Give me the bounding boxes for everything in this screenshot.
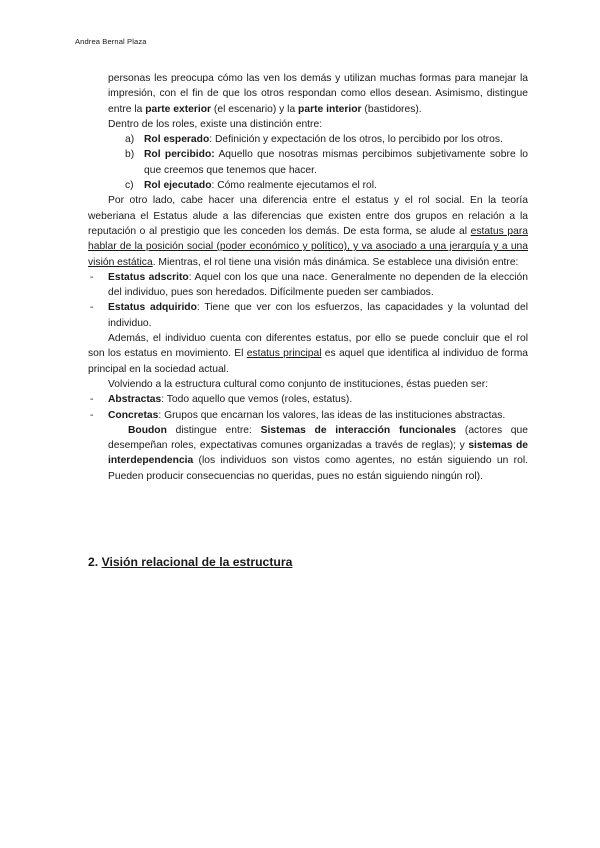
list-marker: -	[90, 271, 94, 283]
list-marker: -	[90, 409, 94, 421]
paragraph-goffman: personas les preocupa cómo las ven los demás y utilizan muchas formas para manejar la impresión, con el fin de que los otros respondan como ellos desean. Asimismo, distingue entre la parte exterior (el escenario) y la parte interior (bastidores).	[108, 73, 528, 115]
list-marker: -	[90, 302, 94, 314]
list-item-estatus-adquirido: - Estatus adquirido: Tiene que ver con los esfuerzos, las capacidades y la voluntad del individuo.	[90, 302, 528, 329]
document-body	[88, 71, 528, 484]
list-marker: -	[90, 394, 94, 406]
list-item-estatus-adscrito: - Estatus adscrito: Aquel con los que una nace. Generalmente no dependen de la elección del individuo, pues son heredados. Difícilmente pueden ser cambiados.	[90, 271, 528, 299]
list-item-rol-ejecutado: c) Rol ejecutado: Cómo realmente ejecutamos el rol.	[144, 178, 528, 193]
list-marker: a)	[125, 134, 135, 146]
page-header-author: Andrea Bernal Plaza	[75, 37, 147, 46]
underlined-estatus-principal: estatus principal	[246, 348, 322, 360]
list-item-rol-esperado: a) Rol esperado: Definición y expectación de los otros, lo percibido por los otros.	[144, 132, 528, 147]
paragraph-estatus-principal: Además, el individuo cuenta con diferentes estatus, por ello se puede concluir que el rol son los estatus en movimiento. El estatus principal es aquel que identifica al individuo de forma principal en la sociedad actual.	[88, 333, 529, 375]
paragraph-instituciones-intro: Volviendo a la estructura cultural como conjunto de instituciones, éstas pueden ser:	[108, 378, 489, 390]
section-heading-container	[88, 555, 528, 570]
list-item-concretas: - Concretas: Grupos que encarnan los valores, las ideas de las instituciones abstractas.	[108, 408, 528, 423]
term-parte-interior: parte interior	[298, 103, 362, 115]
paragraph-boudon: Boudon distingue entre: Sistemas de interacción funcionales (actores que desempeñan roles, expectativas comunes organizadas a través de reglas); y sistemas de interdependencia (los individuos son vistos como agentes, no están siguiendo un rol. Pueden producir consecuencias no queridas, pues no están siguiendo ningún rol).	[108, 424, 528, 482]
underlined-estatus-definition: estatus para hablar de la posición social (poder económico y político), y va asociado a una jerarquía y a una visión estática	[88, 225, 529, 268]
list-marker: c)	[125, 180, 134, 192]
list-item-abstractas: - Abstractas: Todo aquello que vemos (roles, estatus).	[108, 392, 528, 407]
term-parte-exterior: parte exterior	[145, 103, 212, 115]
paragraph-estatus-weber: Por otro lado, cabe hacer una diferencia entre el estatus y el rol social. En la teoría weberiana el Estatus alude a las diferencias que existen entre dos grupos en relación a la reputación o al prestigio que les conceden los demás. De esta forma, se alude al estatus para hablar de la posición social (poder económico y político), y va asociado a una jerarquía y a una visión estática. Mientras, el rol tiene una visión más dinámica. Se establece una división entre:	[88, 195, 529, 268]
section-heading	[88, 555, 528, 570]
section-number: 2.	[88, 555, 102, 569]
section-title: Visión relacional de la estructura	[101, 555, 293, 569]
list-item-rol-percibido: b) Rol percibido: Aquello que nosotras mismas percibimos subjetivamente sobre lo que creemos que tenemos que hacer.	[125, 149, 529, 176]
list-marker: b)	[125, 149, 135, 161]
paragraph-roles-intro: Dentro de los roles, existe una distinción entre:	[108, 118, 323, 130]
